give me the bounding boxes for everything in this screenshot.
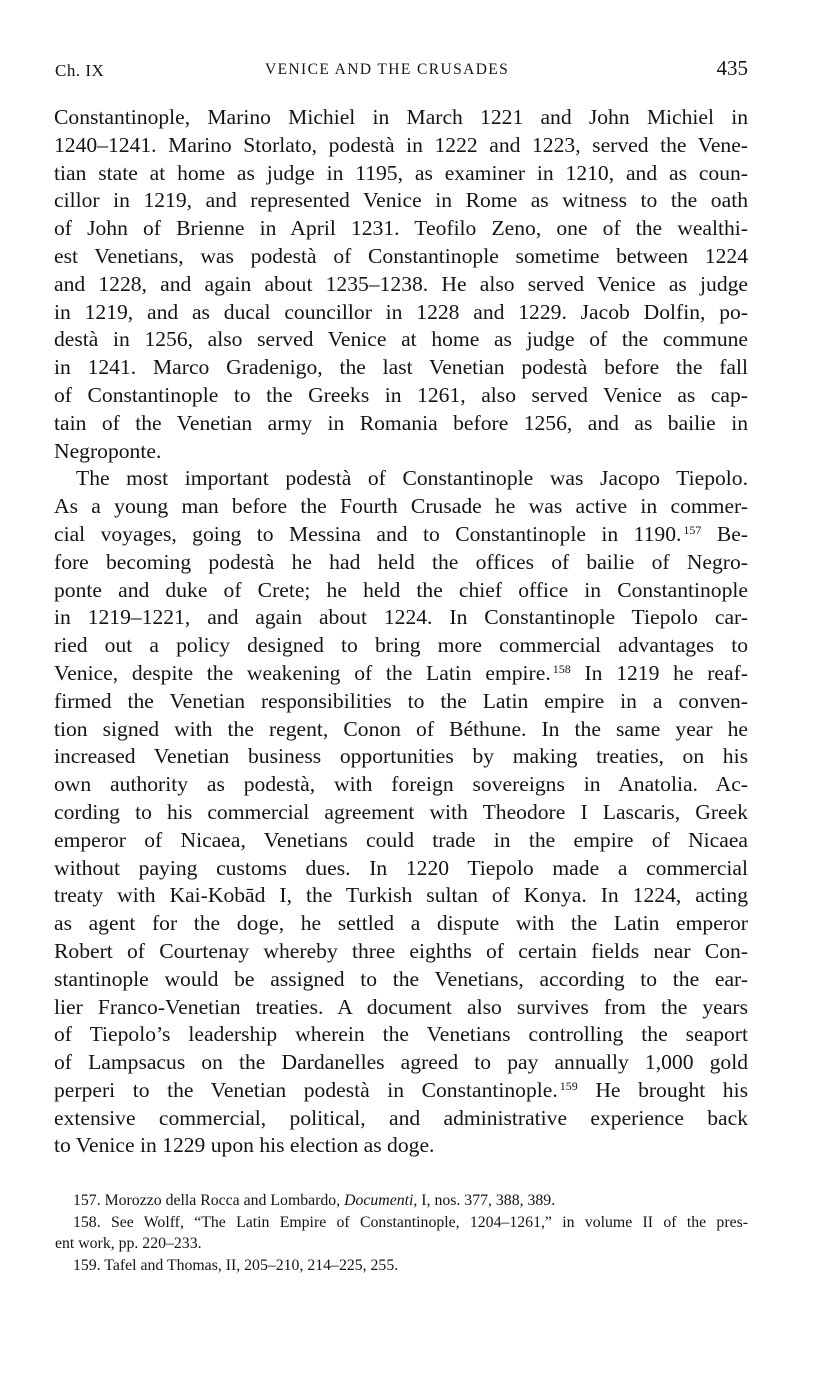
page-number: 435 bbox=[716, 56, 748, 80]
text-line: emperor of Nicaea, Venetians could trade in the empire of Nicaea bbox=[54, 827, 748, 852]
text-line: cillor in 1219, and represented Venice in Rome as witness to the oath bbox=[54, 188, 748, 213]
footnotes bbox=[55, 1190, 748, 1276]
footnote-text: I, nos. 377, 388, 389. bbox=[417, 1192, 556, 1209]
text-line: 1240–1241. Marino Storlato, podestà in 1222 and 1223, served the Vene- bbox=[54, 132, 748, 157]
text-segment: Venice, despite the weakening of the Latin empire. bbox=[54, 660, 551, 685]
footnote-ref-157[interactable]: 157 bbox=[683, 522, 702, 537]
text-line: of Constantinople to the Greeks in 1261, also served Venice as cap- bbox=[54, 382, 748, 407]
text-line: ried out a policy designed to bring more commercial advantages to bbox=[54, 633, 748, 658]
text-line: Negroponte. bbox=[54, 438, 162, 463]
text-segment: cial voyages, going to Messina and to Constantinople in 1190. bbox=[54, 521, 682, 546]
text-line: extensive commercial, political, and administrative experience back bbox=[54, 1105, 748, 1130]
footnote-157 bbox=[55, 1190, 748, 1212]
footnote-158-continuation: ent work, pp. 220–233. bbox=[55, 1235, 202, 1252]
footnote-158: 158. See Wolff, “The Latin Empire of Constantinople, 1204–1261,” in volume II of the pres- bbox=[73, 1213, 748, 1231]
text-line: of Lampsacus on the Dardanelles agreed to pay annually 1,000 gold bbox=[54, 1050, 748, 1075]
text-line: Robert of Courtenay whereby three eighths of certain fields near Con- bbox=[54, 938, 748, 963]
text-line: firmed the Venetian responsibilities to the Latin empire in a conven- bbox=[54, 688, 748, 713]
footnote-title: Documenti, bbox=[344, 1192, 418, 1209]
text-line: increased Venetian business opportunities by making treaties, on his bbox=[54, 744, 748, 769]
text-line: to Venice in 1229 upon his election as doge. bbox=[54, 1133, 435, 1158]
text-line: stantinople would be assigned to the Venetians, according to the ear- bbox=[54, 966, 748, 991]
text-line: without paying customs dues. In 1220 Tiepolo made a commercial bbox=[54, 855, 748, 880]
text-line: and 1228, and again about 1235–1238. He also served Venice as judge bbox=[54, 271, 748, 296]
text-segment: perperi to the Venetian podestà in Constantinople. bbox=[54, 1077, 558, 1102]
text-line: fore becoming podestà he had held the offices of bailie of Negro- bbox=[54, 549, 748, 574]
text-line: lier Franco-Venetian treaties. A document also survives from the years bbox=[54, 994, 748, 1019]
chapter-label: Ch. IX bbox=[55, 61, 105, 80]
text-line: in 1241. Marco Gradenigo, the last Venetian podestà before the fall bbox=[54, 355, 748, 380]
text-segment: He brought his bbox=[577, 1077, 749, 1102]
text-line: The most important podestà of Constantinople was Jacopo Tiepolo. bbox=[76, 466, 748, 491]
text-line: As a young man before the Fourth Crusade he was active in commer- bbox=[54, 494, 748, 519]
text-line: est Venetians, was podestà of Constantinople sometime between 1224 bbox=[54, 243, 748, 268]
running-title: VENICE AND THE CRUSADES bbox=[265, 61, 510, 78]
text-line: tian state at home as judge in 1195, as examiner in 1210, and as coun- bbox=[54, 160, 748, 185]
text-line bbox=[54, 1077, 748, 1105]
footnote-text: 157. Morozzo della Rocca and Lombardo, bbox=[73, 1192, 345, 1209]
text-line: tain of the Venetian army in Romania before 1256, and as bailie in bbox=[54, 410, 748, 435]
text-line: own authority as podestà, with foreign sovereigns in Anatolia. Ac- bbox=[54, 772, 748, 797]
text-line: as agent for the doge, he settled a dispute with the Latin emperor bbox=[54, 911, 748, 936]
text-line: in 1219–1221, and again about 1224. In Constantinople Tiepolo car- bbox=[54, 605, 748, 630]
text-line: tion signed with the regent, Conon of Béthune. In the same year he bbox=[54, 716, 748, 741]
footnote-ref-159[interactable]: 159 bbox=[559, 1078, 578, 1093]
text-line bbox=[54, 660, 748, 688]
text-line: ponte and duke of Crete; he held the chief office in Constantinople bbox=[54, 577, 748, 602]
text-line: of John of Brienne in April 1231. Teofilo Zeno, one of the wealthi- bbox=[54, 216, 748, 241]
text-line: Constantinople, Marino Michiel in March 1221 and John Michiel in bbox=[54, 105, 748, 129]
footnote-159: 159. Tafel and Thomas, II, 205–210, 214–225, 255. bbox=[73, 1256, 399, 1274]
text-line: destà in 1256, also served Venice at home as judge of the commune bbox=[54, 327, 748, 352]
text-line: treaty with Kai-Kobād I, the Turkish sultan of Konya. In 1224, acting bbox=[54, 883, 748, 908]
text-line: of Tiepolo’s leadership wherein the Venetians controlling the seaport bbox=[54, 1022, 748, 1047]
text-line: in 1219, and as ducal councillor in 1228 and 1229. Jacob Dolfin, po- bbox=[54, 299, 748, 324]
body-text bbox=[54, 104, 748, 1160]
footnote-ref-158[interactable]: 158 bbox=[552, 661, 571, 676]
text-segment: Be- bbox=[701, 521, 748, 546]
running-header bbox=[55, 58, 748, 88]
text-line bbox=[54, 521, 748, 549]
text-segment: In 1219 he reaf- bbox=[570, 660, 748, 685]
text-line: cording to his commercial agreement with Theodore I Lascaris, Greek bbox=[54, 799, 748, 824]
